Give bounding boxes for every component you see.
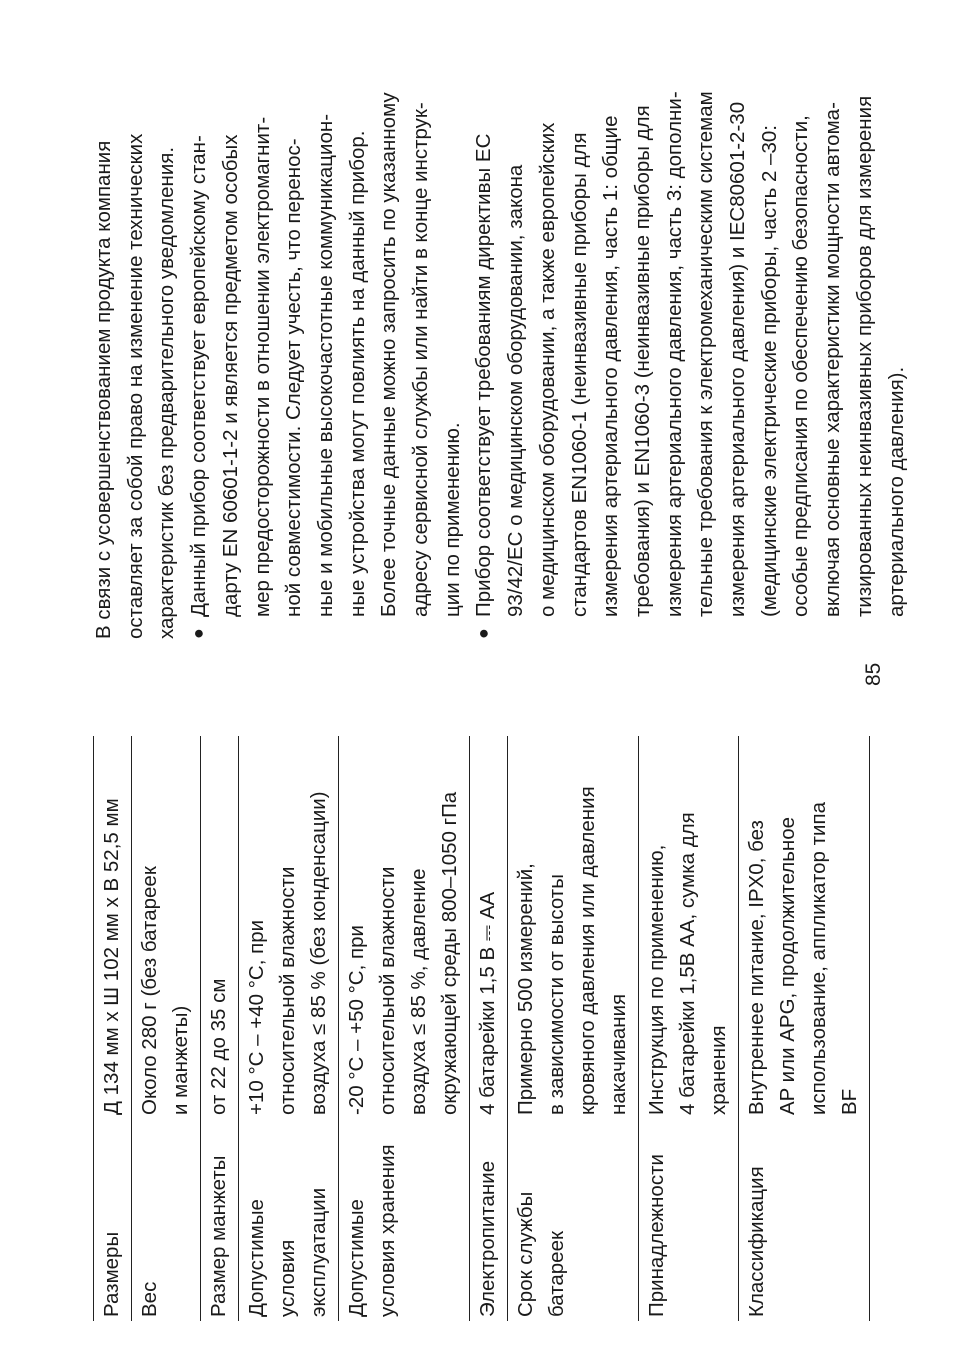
spec-row-cuff-size — [200, 736, 238, 1321]
bullet-dot-icon: ● — [188, 628, 209, 639]
spec-label: Принадлежности — [645, 1154, 668, 1317]
spec-row-operating-conditions — [238, 736, 338, 1321]
bullet-directive — [468, 49, 912, 639]
spec-table — [93, 736, 870, 1321]
text-column — [88, 49, 912, 639]
spec-label: Вес — [138, 1281, 161, 1317]
spec-label: Срок службы батареек — [514, 1191, 568, 1317]
spec-value: Инструкция по применению, 4 батарейки 1,5В AA, сумка для хранения — [645, 812, 730, 1115]
spec-value: Примерно 500 измерений, в зависимости от высоты кровяного давления или давления накачивания — [514, 786, 630, 1115]
spec-label: Электропитание — [476, 1160, 499, 1317]
spec-row-dimensions — [93, 736, 131, 1321]
spec-value: Внутреннее питание, IPX0, без AP или APG, продолжительное использование, аппликатор типа BF — [745, 802, 861, 1115]
spec-row-classification — [738, 736, 870, 1321]
spec-label: Допустимые условия хранения — [345, 1144, 399, 1317]
spec-row-storage-conditions — [338, 736, 469, 1321]
spec-label: Классификация — [745, 1166, 768, 1317]
spec-row-weight — [131, 736, 200, 1321]
spec-value: Д 134 мм x Ш 102 мм x В 52,5 мм — [100, 798, 123, 1115]
spec-value: Около 280 г (без батареек и манжеты) — [138, 866, 192, 1115]
page-number: 85 — [862, 662, 885, 686]
intro-paragraph: В связи с усовершенствованием продукта компания оставляет за собой право на изменение технических характеристик без предварительного уведомления. — [92, 133, 179, 639]
spec-label: Размер манжеты — [207, 1155, 230, 1317]
spec-row-accessories — [638, 736, 738, 1321]
spec-value: -20 °C – +50 °C, при относительной влажности воздуха ≤ 85 %, давление окружающей среды 800–1050 гПа — [345, 791, 461, 1115]
bullet-text: Данный прибор соответствует европейскому стан- дарту EN 60601-1-2 и является предметом особых мер предосторожности в отношении электромагнит- ной совместимости. Следует учесть, что перенос- ные и мобильные высокочастотные коммуникацион- ные устройства могут повлиять на данный прибор. Более точные данные можно запросить по указанному адресу сервисной службы или найти в конце инструк- ции по применению. — [187, 92, 464, 617]
spec-value: 4 батарейки 1,5 В ⎓ AA — [476, 891, 499, 1115]
spec-value: +10 °C – +40 °C, при относительной влажности воздуха ≤ 85 % (без конденсации) — [245, 791, 330, 1115]
spec-label: Допустимые условия эксплуатации — [245, 1187, 330, 1317]
bullet-dot-icon: ● — [473, 628, 494, 639]
spec-value: от 22 до 35 см — [207, 978, 230, 1115]
bullet-emc — [183, 49, 468, 639]
spec-row-battery-life — [507, 736, 638, 1321]
bullet-text: Прибор соответствует требованиям директивы ЕС 93/42/EC о медицинском оборудовании, закона о медицинском оборудовании, а также европейских стандартов EN1060-1 (неинвазивные приборы для измерения артериального давления, часть 1: общие требования) и EN1060-3 (неинвазивные приборы для измерения артериального давления, часть 3: дополни- тельные требования к электромеханическим системам измерения артериального давления) и IEC80601-2-30 (медицинские электрические приборы, часть 2 –30: особые предписания по обеспечению безопасности, включая основные характеристики мощности автома- тизированных неинвазивных приборов для измерения артериального давления). — [472, 91, 908, 617]
spec-label: Размеры — [100, 1231, 123, 1317]
spec-row-power-supply — [469, 736, 507, 1321]
